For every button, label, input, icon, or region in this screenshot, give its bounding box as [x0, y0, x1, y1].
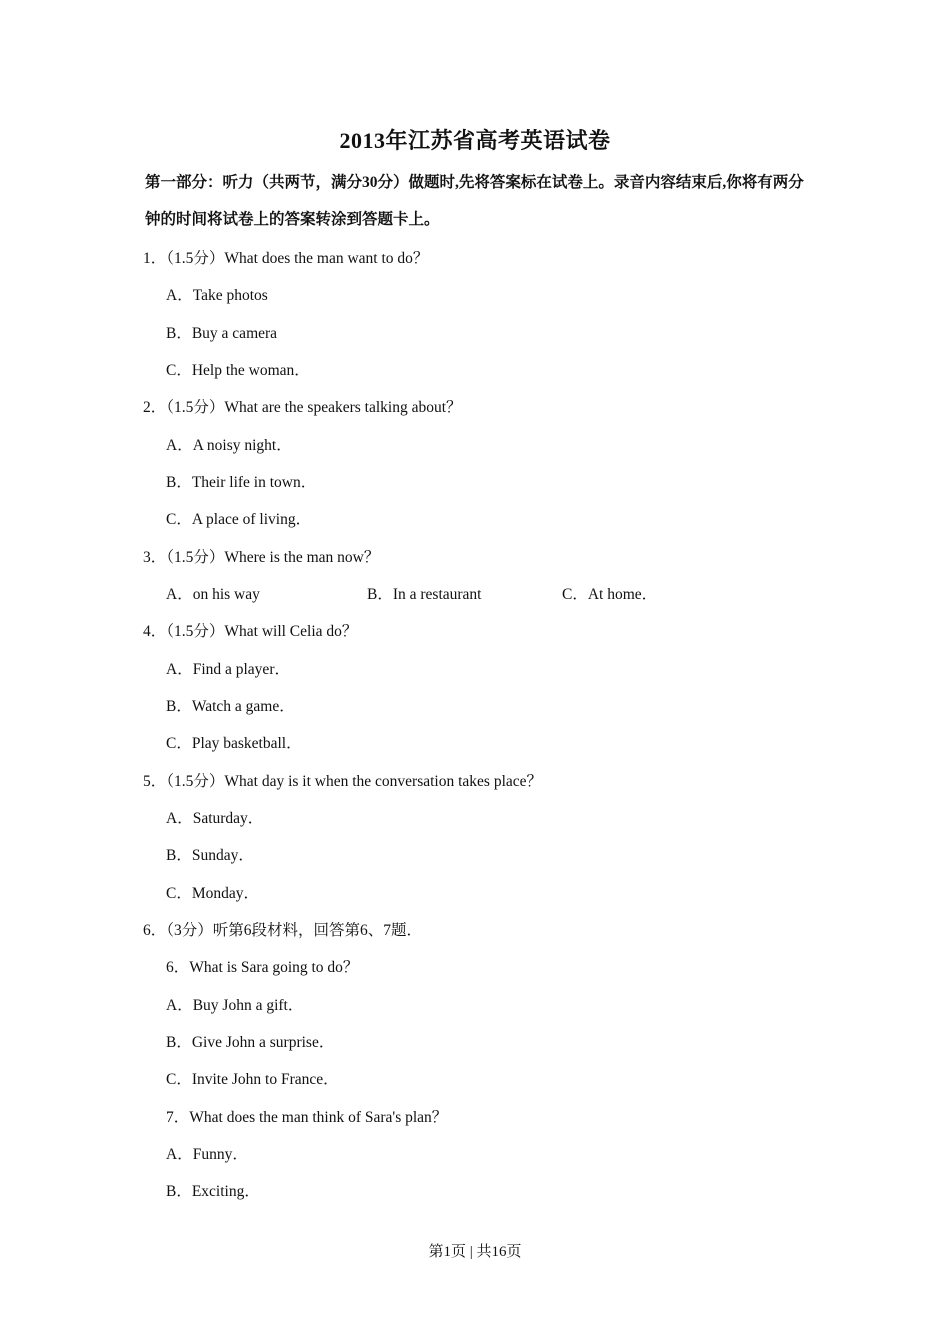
question-1-option-b: B．Buy a camera [166, 325, 278, 342]
section-instructions: 第一部分：听力（共两节，满分30分）做题时,先将答案标在试卷上。录音内容结束后,你将有两分钟的时间将试卷上的答案转涂到答题卡上。 [145, 174, 804, 228]
question-5-option-a: A．Saturday． [166, 810, 264, 827]
page-title: 2013年江苏省高考英语试卷 [339, 128, 611, 153]
question-2-option-a: A．A noisy night． [166, 437, 292, 454]
question-3-option-c: C．At home． [562, 586, 658, 603]
question-4-stem: 4．（1.5分）What will Celia do？ [143, 623, 358, 640]
question-2-stem: 2．（1.5分）What are the speakers talking about？ [143, 399, 462, 416]
question-1-option-a: A．Take photos [166, 287, 268, 304]
subquestion-7-stem: 7．What does the man think of Sara's plan？ [166, 1109, 448, 1126]
question-2-option-b: B．Their life in town． [166, 474, 317, 491]
question-4-option-a: A．Find a player． [166, 661, 290, 678]
subquestion-7-option-a: A．Funny． [166, 1146, 248, 1163]
question-3-option-a: A．on his way [166, 586, 260, 603]
question-5-option-c: C．Monday． [166, 885, 260, 902]
subquestion-7-option-b: B．Exciting． [166, 1183, 260, 1200]
subquestion-6-stem: 6．What is Sara going to do？ [166, 959, 359, 976]
page-footer: 第1页 | 共16页 [428, 1244, 522, 1260]
subquestion-6-option-a: A．Buy John a gift． [166, 997, 304, 1014]
question-2-option-c: C．A place of living． [166, 511, 312, 528]
question-3-stem: 3．（1.5分）Where is the man now？ [143, 549, 380, 566]
subquestion-6-option-c: C．Invite John to France． [166, 1071, 339, 1088]
subquestion-6-option-b: B．Give John a surprise． [166, 1034, 335, 1051]
question-5-stem: 5．（1.5分）What day is it when the conversation takes place？ [143, 773, 543, 790]
question-3-option-b: B．In a restaurant [367, 586, 482, 603]
question-4-option-c: C．Play basketball． [166, 735, 302, 752]
question-4-option-b: B．Watch a game． [166, 698, 295, 715]
question-6-stem: 6．（3分）听第6段材料，回答第6、7题． [143, 922, 423, 939]
question-1-stem: 1．（1.5分）What does the man want to do？ [143, 250, 429, 267]
question-1-option-c: C．Help the woman． [166, 362, 310, 379]
question-5-option-b: B．Sunday． [166, 847, 254, 864]
